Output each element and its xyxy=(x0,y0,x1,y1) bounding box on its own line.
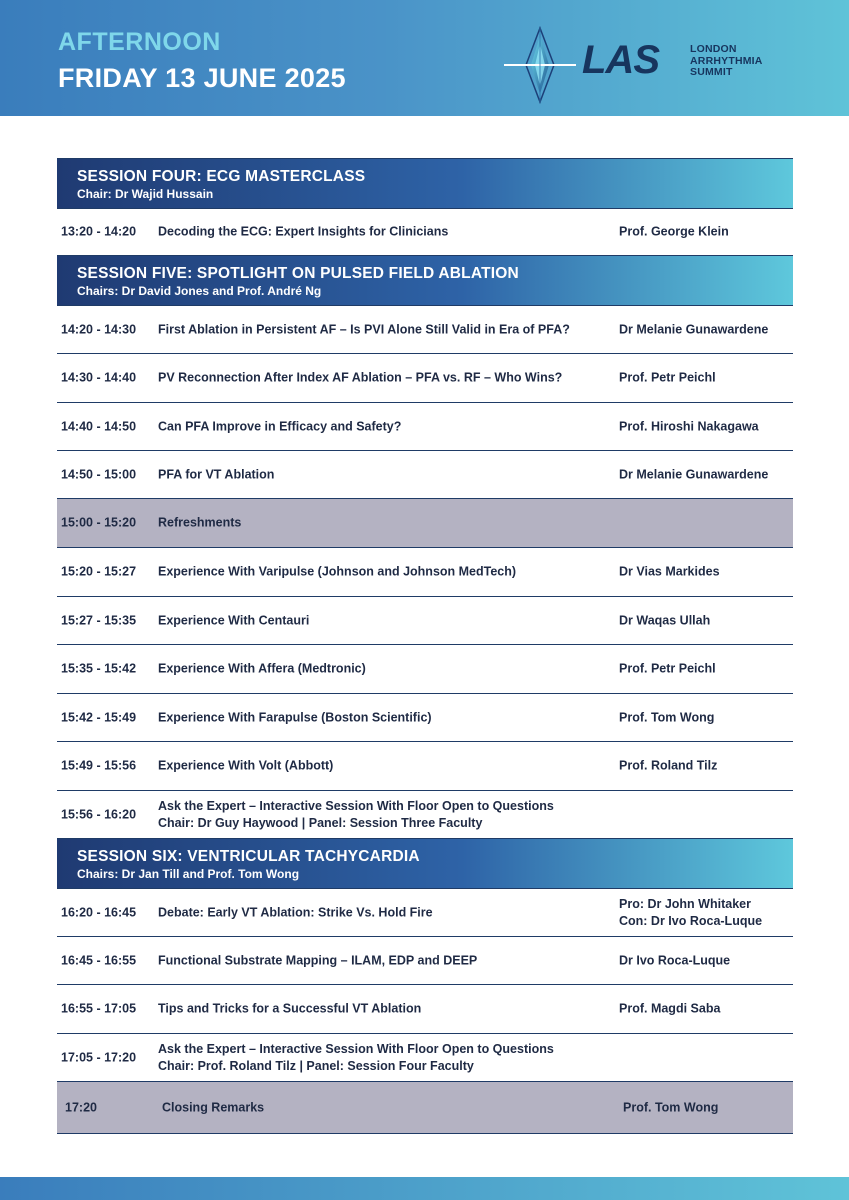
table-row xyxy=(57,791,793,839)
talk-line: Ask the Expert – Interactive Session With Floor Open to Questions xyxy=(158,798,554,813)
session-chair: Chairs: Dr Jan Till and Prof. Tom Wong xyxy=(77,867,300,881)
row-talk: Experience With Affera (Medtronic) xyxy=(158,661,366,676)
row-speaker: Dr Vias Markides xyxy=(619,564,720,579)
row-speaker: Prof. Hiroshi Nakagawa xyxy=(619,419,759,433)
event-date: FRIDAY 13 JUNE 2025 xyxy=(58,63,346,93)
row-time: 15:20 - 15:27 xyxy=(61,564,137,579)
row-speaker xyxy=(619,896,762,930)
row-time: 14:40 - 14:50 xyxy=(61,419,137,433)
table-row xyxy=(57,985,793,1034)
row-talk: Experience With Volt (Abbott) xyxy=(158,758,334,773)
session-title: SESSION FIVE: SPOTLIGHT ON PULSED FIELD ABLATION xyxy=(77,265,519,282)
row-talk: PFA for VT Ablation xyxy=(158,467,275,481)
table-row xyxy=(57,937,793,985)
table-row xyxy=(57,645,793,694)
row-talk: Decoding the ECG: Expert Insights for Clinicians xyxy=(158,224,449,239)
speaker-line: Con: Dr Ivo Roca-Luque xyxy=(619,913,763,928)
row-talk: Refreshments xyxy=(158,515,242,530)
row-speaker: Prof. Magdi Saba xyxy=(619,1001,721,1016)
row-speaker: Dr Melanie Gunawardene xyxy=(619,467,769,481)
table-row xyxy=(57,1034,793,1082)
row-talk: Experience With Centauri xyxy=(158,613,310,627)
logo-line: ARRHYTHMIA xyxy=(690,54,763,67)
table-row-closing xyxy=(57,1082,793,1134)
table-row xyxy=(57,742,793,791)
row-talk: Tips and Tricks for a Successful VT Ablation xyxy=(158,1001,422,1016)
logo-line: SUMMIT xyxy=(690,66,733,78)
table-row xyxy=(57,548,793,597)
row-talk: Debate: Early VT Ablation: Strike Vs. Hold Fire xyxy=(158,905,433,919)
table-row xyxy=(57,694,793,742)
table-row xyxy=(57,403,793,451)
row-time: 14:30 - 14:40 xyxy=(61,370,137,385)
page-header xyxy=(0,0,849,116)
table-row xyxy=(57,209,793,256)
diamond-logo-icon xyxy=(500,26,580,104)
logo-fullname xyxy=(690,44,763,79)
row-speaker: Dr Ivo Roca-Luque xyxy=(619,953,731,967)
row-speaker: Dr Waqas Ullah xyxy=(619,613,711,627)
row-speaker: Prof. George Klein xyxy=(619,224,729,239)
row-time: 16:45 - 16:55 xyxy=(61,953,137,967)
session-four-header xyxy=(57,159,793,209)
talk-line: Chair: Prof. Roland Tilz | Panel: Session Four Faculty xyxy=(158,1058,474,1073)
session-five-header xyxy=(57,256,793,306)
row-time: 14:20 - 14:30 xyxy=(61,322,137,336)
row-time: 15:42 - 15:49 xyxy=(61,710,137,724)
session-chair: Chairs: Dr David Jones and Prof. André Ng xyxy=(77,284,322,298)
row-time: 14:50 - 15:00 xyxy=(61,467,137,481)
row-time: 16:55 - 17:05 xyxy=(61,1001,137,1016)
row-speaker: Prof. Roland Tilz xyxy=(619,758,718,773)
row-time: 13:20 - 14:20 xyxy=(61,224,137,239)
table-row xyxy=(57,354,793,403)
row-speaker: Prof. Petr Peichl xyxy=(619,370,716,385)
row-speaker: Prof. Tom Wong xyxy=(619,710,715,724)
session-six-header xyxy=(57,839,793,889)
row-talk xyxy=(158,1041,554,1075)
session-period: AFTERNOON xyxy=(58,28,221,56)
row-time: 15:27 - 15:35 xyxy=(61,613,137,627)
row-time: 17:20 xyxy=(65,1100,97,1114)
row-speaker: Dr Melanie Gunawardene xyxy=(619,322,769,336)
speaker-line: Pro: Dr John Whitaker xyxy=(619,896,751,911)
row-speaker: Prof. Tom Wong xyxy=(623,1100,719,1114)
schedule-table xyxy=(57,158,793,1134)
session-title: SESSION SIX: VENTRICULAR TACHYCARDIA xyxy=(77,848,420,865)
table-row xyxy=(57,451,793,499)
row-time: 15:56 - 16:20 xyxy=(61,807,137,821)
row-talk: Functional Substrate Mapping – ILAM, EDP and DEEP xyxy=(158,953,478,967)
session-chair: Chair: Dr Wajid Hussain xyxy=(77,187,214,201)
page-footer-bar xyxy=(0,1177,849,1200)
table-row xyxy=(57,306,793,354)
logo-line: LONDON xyxy=(690,43,737,55)
talk-line: Chair: Dr Guy Haywood | Panel: Session Three Faculty xyxy=(158,815,483,830)
row-time: 15:35 - 15:42 xyxy=(61,661,137,676)
row-time: 16:20 - 16:45 xyxy=(61,905,137,919)
row-time: 15:00 - 15:20 xyxy=(61,515,137,530)
row-time: 15:49 - 15:56 xyxy=(61,758,137,773)
row-talk xyxy=(158,798,554,832)
session-title: SESSION FOUR: ECG MASTERCLASS xyxy=(77,168,366,185)
table-row-break xyxy=(57,499,793,548)
las-logo xyxy=(500,26,800,106)
table-row xyxy=(57,889,793,937)
row-talk: Can PFA Improve in Efficacy and Safety? xyxy=(158,419,402,433)
row-talk: Closing Remarks xyxy=(162,1100,265,1114)
table-row xyxy=(57,597,793,645)
row-speaker: Prof. Petr Peichl xyxy=(619,661,716,676)
logo-abbreviation: LAS xyxy=(582,38,659,82)
row-time: 17:05 - 17:20 xyxy=(61,1050,137,1064)
row-talk: Experience With Farapulse (Boston Scientific) xyxy=(158,710,432,724)
talk-line: Ask the Expert – Interactive Session With Floor Open to Questions xyxy=(158,1041,554,1056)
row-talk: First Ablation in Persistent AF – Is PVI Alone Still Valid in Era of PFA? xyxy=(158,322,570,336)
row-talk: PV Reconnection After Index AF Ablation – PFA vs. RF – Who Wins? xyxy=(158,370,563,385)
row-talk: Experience With Varipulse (Johnson and Johnson MedTech) xyxy=(158,564,517,579)
